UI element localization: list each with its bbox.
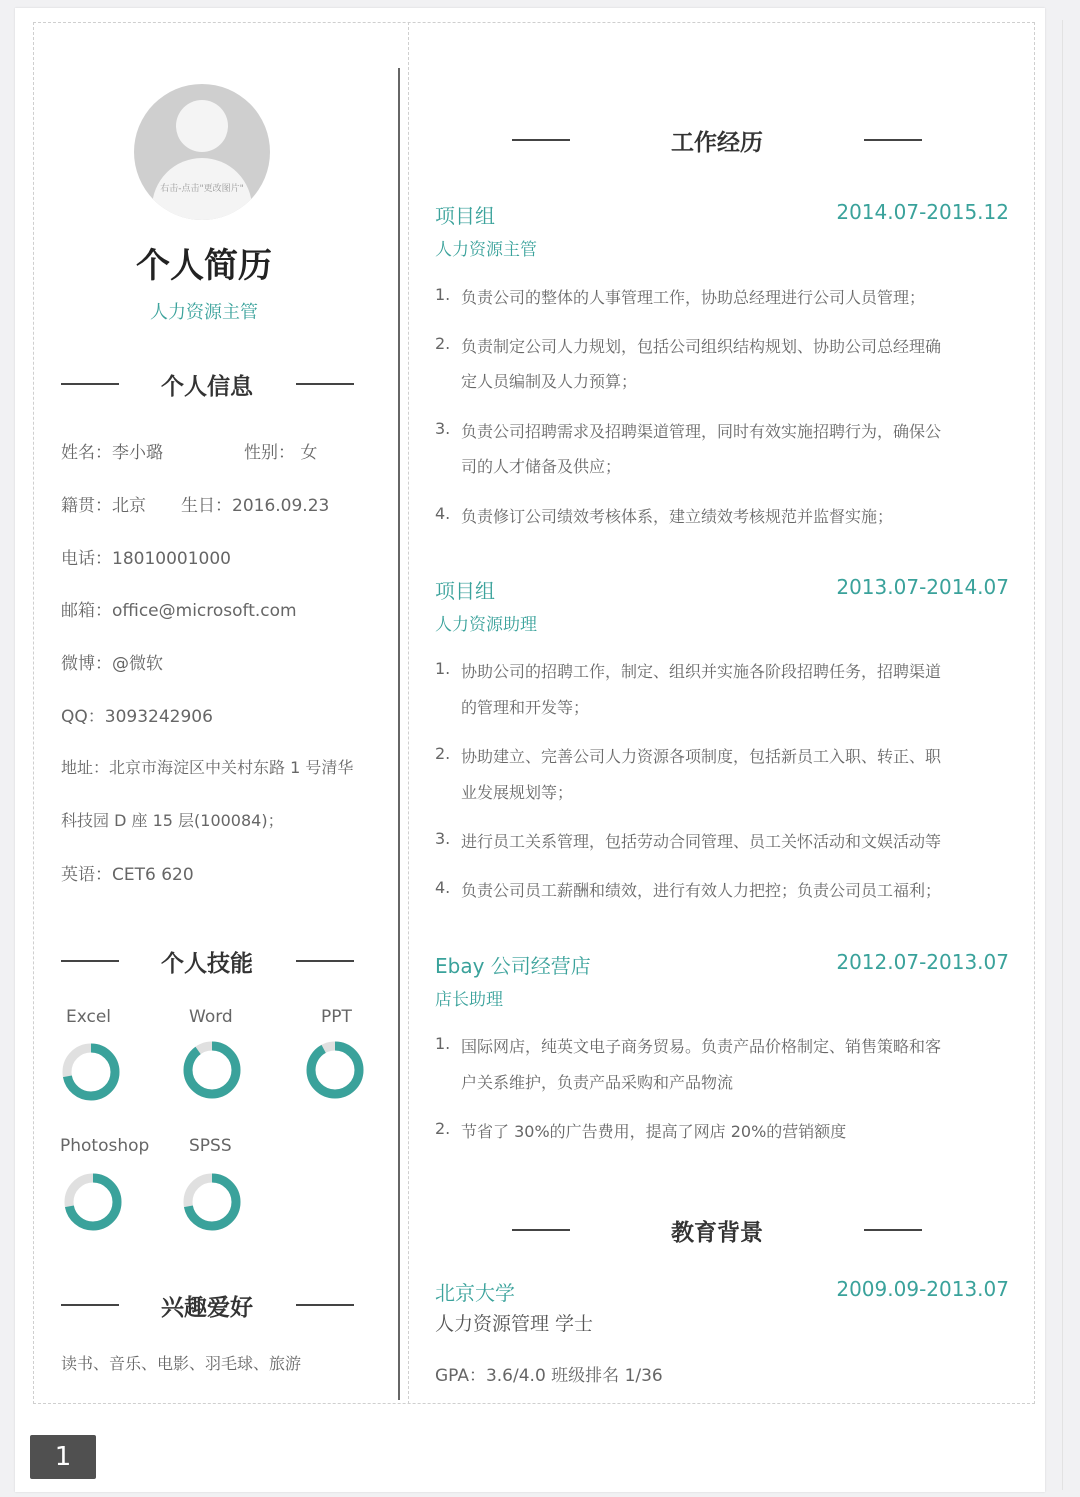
page-number-button[interactable]: 1 [30,1435,96,1479]
section-line-right [296,383,354,385]
info-gender: 性别： 女 [244,443,318,463]
info-email: 邮箱：office@microsoft.com [61,601,297,621]
duty-text: 负责公司员工薪酬和绩效，进行有效人力把控；负责公司员工福利； [461,881,942,900]
duty-number: 2. [435,334,451,353]
section-line-right [864,1229,922,1231]
job-date: 2012.07-2013.07 [836,950,1009,974]
avatar-head-shape [176,100,228,152]
info-name: 姓名：李小璐 [61,443,163,463]
skill-ring-excel [61,1042,121,1102]
info-qq: QQ：3093242906 [61,707,213,727]
duty-number: 1. [435,285,451,304]
duty-number: 3. [435,419,451,438]
section-line-left [61,960,119,962]
skill-label: PPT [321,1007,352,1027]
duty-text: 司的人才储备及供应； [461,457,622,476]
ring-fill [311,1046,359,1094]
job-role: 人力资源主管 [435,240,537,260]
duty-number: 2. [435,744,451,763]
edu-date: 2009.09-2013.07 [836,1277,1009,1301]
duty-text: 进行员工关系管理，包括劳动合同管理、员工关怀活动和文娱活动等 [461,832,942,851]
column-divider-dashed [408,22,409,1404]
skill-label: Word [189,1007,233,1027]
info-address-line2: 科技园 D 座 15 层(100084)； [61,811,284,830]
skill-ring-photoshop [63,1172,123,1232]
section-line-right [296,1304,354,1306]
job-company: Ebay 公司经营店 [435,954,591,978]
skill-label: Excel [66,1007,112,1027]
edu-school: 北京大学 [435,1281,515,1305]
section-title-work: 工作经历 [671,130,763,156]
column-divider [398,68,400,1400]
section-title-info: 个人信息 [161,374,253,400]
section-line-right [296,960,354,962]
avatar-hint: 右击-点击"更改图片" [160,184,244,194]
section-line-left [61,383,119,385]
section-line-left [61,1304,119,1306]
skill-ring-ppt [305,1040,365,1100]
duty-text: 负责公司的整体的人事管理工作，协助总经理进行公司人员管理； [461,288,926,307]
info-phone: 电话：18010001000 [61,549,231,569]
job-date: 2014.07-2015.12 [836,200,1009,224]
duty-text: 负责修订公司绩效考核体系，建立绩效考核规范并监督实施； [461,507,894,526]
skill-ring-spss [182,1172,242,1232]
skill-label: SPSS [189,1136,232,1156]
info-birthday: 生日：2016.09.23 [181,496,330,516]
job-company: 项目组 [435,579,495,603]
duty-text: 节省了 30%的广告费用，提高了网店 20%的营销额度 [461,1122,847,1141]
info-origin: 籍贯：北京 [61,496,146,516]
duty-text: 业发展规划等； [461,783,574,802]
ring-fill [188,1046,236,1094]
section-line-left [512,1229,570,1231]
next-page-edge [1062,20,1069,1490]
job-objective: 人力资源主管 [150,302,258,323]
duty-text: 的管理和开发等； [461,698,590,717]
duty-number: 4. [435,878,451,897]
duty-number: 1. [435,659,451,678]
section-title-hobbies: 兴趣爱好 [161,1295,253,1321]
duty-text: 协助公司的招聘工作，制定、组织并实施各阶段招聘任务，招聘渠道 [461,662,942,681]
duty-number: 4. [435,504,451,523]
skill-label: Photoshop [60,1136,150,1156]
hobbies-text: 读书、音乐、电影、羽毛球、旅游 [61,1354,302,1373]
duty-number: 2. [435,1119,451,1138]
job-company: 项目组 [435,204,495,228]
duty-text: 负责制定公司人力规划，包括公司组织结构规划、协助公司总经理确 [461,337,942,356]
job-date: 2013.07-2014.07 [836,575,1009,599]
section-line-right [864,139,922,141]
job-role: 店长助理 [435,990,503,1010]
info-english: 英语：CET6 620 [61,865,194,885]
duty-number: 1. [435,1034,451,1053]
duty-text: 户关系维护，负责产品采购和产品物流 [461,1073,734,1092]
section-line-left [512,139,570,141]
duty-number: 3. [435,829,451,848]
avatar[interactable] [134,84,270,220]
duty-text: 国际网店，纯英文电子商务贸易。负责产品价格制定、销售策略和客 [461,1037,942,1056]
resume-title: 个人简历 [136,246,272,286]
info-weibo: 微博：@微软 [61,654,163,674]
duty-text: 协助建立、完善公司人力资源各项制度，包括新员工入职、转正、职 [461,747,942,766]
edu-gpa: GPA：3.6/4.0 班级排名 1/36 [435,1366,663,1386]
section-title-education: 教育背景 [671,1220,763,1246]
info-address-line1: 地址：北京市海淀区中关村东路 1 号清华 [61,758,354,777]
job-role: 人力资源助理 [435,615,537,635]
duty-text: 负责公司招聘需求及招聘渠道管理，同时有效实施招聘行为，确保公 [461,422,942,441]
edu-major: 人力资源管理 学士 [435,1313,594,1335]
section-title-skills: 个人技能 [161,951,253,977]
skill-ring-word [182,1040,242,1100]
duty-text: 定人员编制及人力预算； [461,372,638,391]
